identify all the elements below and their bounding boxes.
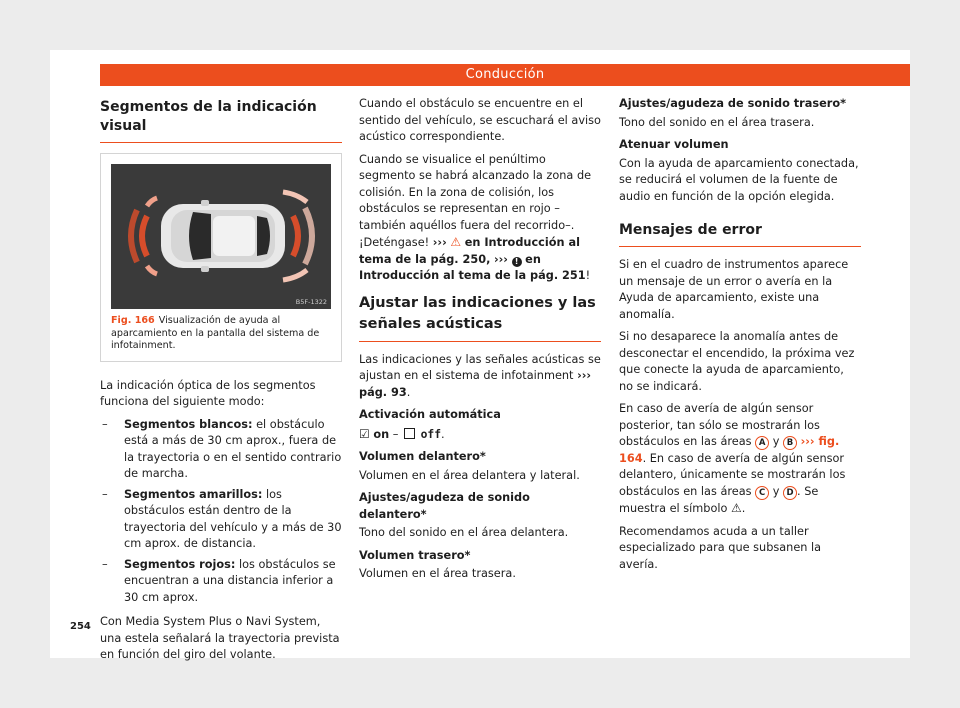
adjust-intro-text: Las indicaciones y las señales acústicas se ajustan en el sistema de infotainment	[359, 352, 601, 382]
list-item	[100, 487, 342, 553]
collision-zone-body: Cuando se visualice el penúltimo segmento se habrá alcanzado la zona de colisión. En la zona de colisión, los obstáculos se representan en rojo –también aquéllos fuera del recorrido–. ¡Deténgase!	[359, 152, 592, 249]
option-end: .	[441, 427, 445, 441]
warning-triangle-outline-icon: ⚠	[731, 501, 742, 515]
rear-tone-text: Tono del sonido en el área trasera.	[619, 115, 815, 129]
area-badge-d: D	[783, 486, 797, 500]
list-item-text: los obstáculos se encuentran a una distancia inferior a 30 cm aprox.	[124, 557, 336, 604]
adjust-intro-end: .	[406, 385, 411, 399]
rear-tone-heading: Ajustes/agudeza de sonido trasero*	[619, 97, 847, 110]
list-item-text: el obstáculo está a más de 30 cm aprox., fuera de la trayectoria o en el sentido contrario de marcha.	[124, 417, 342, 480]
ref-link-page-93[interactable]: ››› pág. 93	[359, 369, 592, 399]
area-badge-b: B	[783, 436, 797, 450]
page	[50, 50, 910, 661]
checkbox-checked-icon: ☑	[359, 426, 370, 441]
ref-link-intro-250[interactable]: en Introducción al tema de la pág. 250,	[359, 236, 580, 266]
conjunction: y	[772, 435, 780, 448]
adjust-intro	[359, 352, 601, 402]
checkbox-empty-icon	[404, 428, 415, 439]
attenuate-text: Con la ayuda de aparcamiento conectada, se reducirá el volumen de la fuente de audio en función de la opción elegida.	[619, 156, 859, 203]
error-text-3-c: . Se muestra el símbolo	[619, 484, 819, 515]
section-title-adjust: Ajustar las indicaciones y las señales acústicas	[359, 291, 601, 342]
error-text-1: Si en el cuadro de instrumentos aparece un mensaje de un error o avería en la Ayuda de aparcamiento, existe una anomalía.	[619, 258, 849, 321]
collision-zone-text	[359, 152, 601, 285]
ref-arrow: ›››	[494, 252, 508, 266]
error-text-3-end: .	[741, 502, 746, 515]
list-item-term: Segmentos rojos:	[124, 557, 236, 571]
error-text-3	[619, 401, 861, 518]
page-number: 254	[70, 621, 91, 632]
front-tone-heading: Ajustes/agudeza de sonido delantero*	[359, 491, 530, 521]
trajectory-note: Con Media System Plus o Navi System, una estela señalará la trayectoria prevista en función del giro del volante.	[100, 615, 340, 661]
parking-car-graphic	[111, 164, 331, 309]
figure-166	[100, 153, 342, 362]
warning-triangle-icon: ⚠	[450, 235, 462, 249]
ref-link-fig-164[interactable]: ››› fig. 164	[619, 435, 840, 465]
rear-volume-text: Volumen en el área trasera.	[359, 567, 516, 580]
figure-caption-text: Visualización de ayuda al aparcamiento en la pantalla del sistema de infotainment.	[111, 315, 320, 351]
front-volume-heading: Volumen delantero*	[359, 450, 486, 463]
error-text-3-a: En caso de avería de algún sensor posterior, tan sólo se mostrarán los obstáculos en las áreas	[619, 402, 820, 448]
figure-caption	[111, 315, 331, 353]
front-volume-text: Volumen en el área delantera y lateral.	[359, 468, 580, 482]
section-title-errors: Mensajes de error	[619, 219, 861, 247]
list-item	[100, 557, 342, 607]
segments-list	[100, 417, 342, 607]
obstacle-warning-text: Cuando el obstáculo se encuentre en el sentido del vehículo, se escuchará el aviso acústico correspondiente.	[359, 97, 601, 143]
figure-number: Fig. 166	[111, 315, 155, 326]
auto-activation-heading: Activación automática	[359, 408, 501, 421]
ref-link-intro-251[interactable]: en Introducción al tema de la pág. 251	[359, 252, 586, 282]
list-item	[100, 417, 342, 483]
chapter-header: Conducción	[100, 64, 910, 86]
right-column	[619, 96, 861, 579]
error-text-2: Si no desaparece la anomalía antes de desconectar el encendido, la próxima vez que conecte la ayuda de aparcamiento, no se indicará.	[619, 330, 855, 393]
left-column	[100, 96, 342, 670]
ref-arrow: ›››	[432, 236, 447, 249]
front-tone-text: Tono del sonido en el área delantera.	[359, 526, 569, 539]
area-badge-a: A	[755, 436, 769, 450]
list-item-term: Segmentos blancos:	[124, 417, 253, 431]
option-on: on	[373, 427, 390, 441]
conjunction: y	[772, 484, 780, 498]
area-badge-c: C	[755, 486, 769, 500]
attenuate-heading: Atenuar volumen	[619, 138, 729, 151]
section-title-segments: Segmentos de la indicación visual	[100, 96, 342, 143]
segments-intro: La indicación óptica de los segmentos funciona del siguiente modo:	[100, 378, 316, 408]
error-text-3-b: . En caso de avería de algún sensor delantero, únicamente se mostrarán los obstáculos en las áreas	[619, 451, 846, 498]
info-circle-icon: !	[512, 257, 522, 267]
list-item-text: los obstáculos están dentro de la trayectoria del vehículo y a más de 30 cm aprox. de distancia.	[124, 487, 342, 550]
auto-activation-options	[359, 426, 601, 444]
middle-column	[359, 96, 601, 589]
collision-zone-end: !	[585, 269, 591, 282]
error-text-4: Recomendamos acuda a un taller especializado para que subsanen la avería.	[619, 524, 822, 571]
parking-display-image	[111, 164, 331, 309]
list-item-term: Segmentos amarillos:	[124, 487, 263, 501]
figure-code: B5F-1322	[295, 298, 327, 306]
rear-volume-heading: Volumen trasero*	[359, 548, 471, 562]
option-off: off	[420, 427, 442, 441]
option-separator: –	[392, 427, 399, 441]
